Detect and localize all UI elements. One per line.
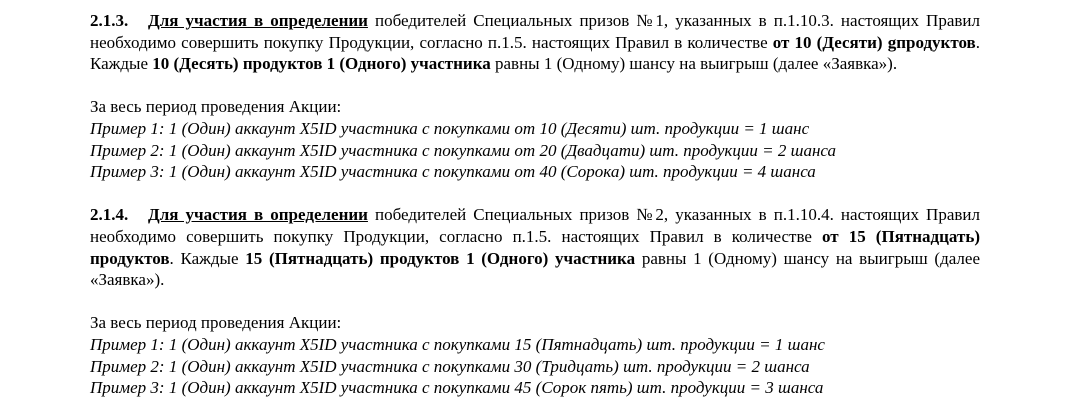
section-2-1-4	[90, 204, 980, 398]
document-page	[90, 10, 980, 399]
clause-quantity: от 10 (Десяти) gпродуктов	[772, 32, 976, 52]
clause-text: . Каждые	[169, 248, 246, 268]
period-heading: За весь период проведения Акции:	[90, 313, 342, 333]
example-line: Пример 1: 1 (Один) аккаунт X5ID участника с покупками от 10 (Десяти) шт. продукции = 1 шанс	[90, 118, 810, 138]
clause-lead: Для участия в определении	[148, 11, 368, 30]
clause-text: равны 1 (Одному) шансу на выигрыш (далее «Заявка»).	[490, 54, 898, 74]
example-line: Пример 1: 1 (Один) аккаунт X5ID участника с покупками 15 (Пятнадцать) шт. продукции = 1 шанс	[90, 334, 825, 354]
section-spacer	[90, 183, 980, 205]
clause-text: равны 1 (Одному) шансу на выигрыш (далее «Заявка»).	[90, 248, 980, 290]
clause-number: 2.1.3.	[90, 11, 129, 30]
clause-text: победителей Специальных призов №1, указанных в п.1.10.3. настоящих Правил необходимо совершить покупку Продукции, согласно п.1.5. настоящих Правил в количестве	[90, 11, 980, 52]
clause-number: 2.1.4.	[90, 205, 129, 225]
section-2-1-3	[90, 10, 980, 183]
clause-paragraph	[90, 10, 980, 75]
example-line: Пример 3: 1 (Один) аккаунт X5ID участника с покупками от 40 (Сорока) шт. продукции = 4 шанса	[90, 162, 816, 182]
clause-text: . Каждые	[90, 32, 980, 74]
clause-text: победителей Специальных призов №2, указанных в п.1.10.4. настоящих Правил необходимо совершить покупку Продукции, согласно п.1.5. настоящих Правил в количестве	[90, 205, 980, 246]
clause-ratio: 15 (Пятнадцать) продуктов 1 (Одного) участника	[245, 248, 636, 268]
clause-lead: Для участия в определении	[148, 205, 368, 225]
clause-quantity: от 15 (Пятнадцать) продуктов	[90, 226, 980, 268]
example-line: Пример 2: 1 (Один) аккаунт X5ID участника с покупками 30 (Тридцать) шт. продукции = 2 шанса	[90, 356, 810, 376]
period-heading: За весь период проведения Акции:	[90, 97, 342, 117]
clause-ratio: 10 (Десять) продуктов 1 (Одного) участника	[152, 54, 491, 74]
example-line: Пример 2: 1 (Один) аккаунт X5ID участника с покупками от 20 (Двадцати) шт. продукции = 2 шанса	[90, 140, 836, 160]
clause-paragraph	[90, 204, 980, 290]
example-line: Пример 3: 1 (Один) аккаунт X5ID участника с покупками 45 (Сорок пять) шт. продукции = 3 шанса	[90, 378, 824, 398]
